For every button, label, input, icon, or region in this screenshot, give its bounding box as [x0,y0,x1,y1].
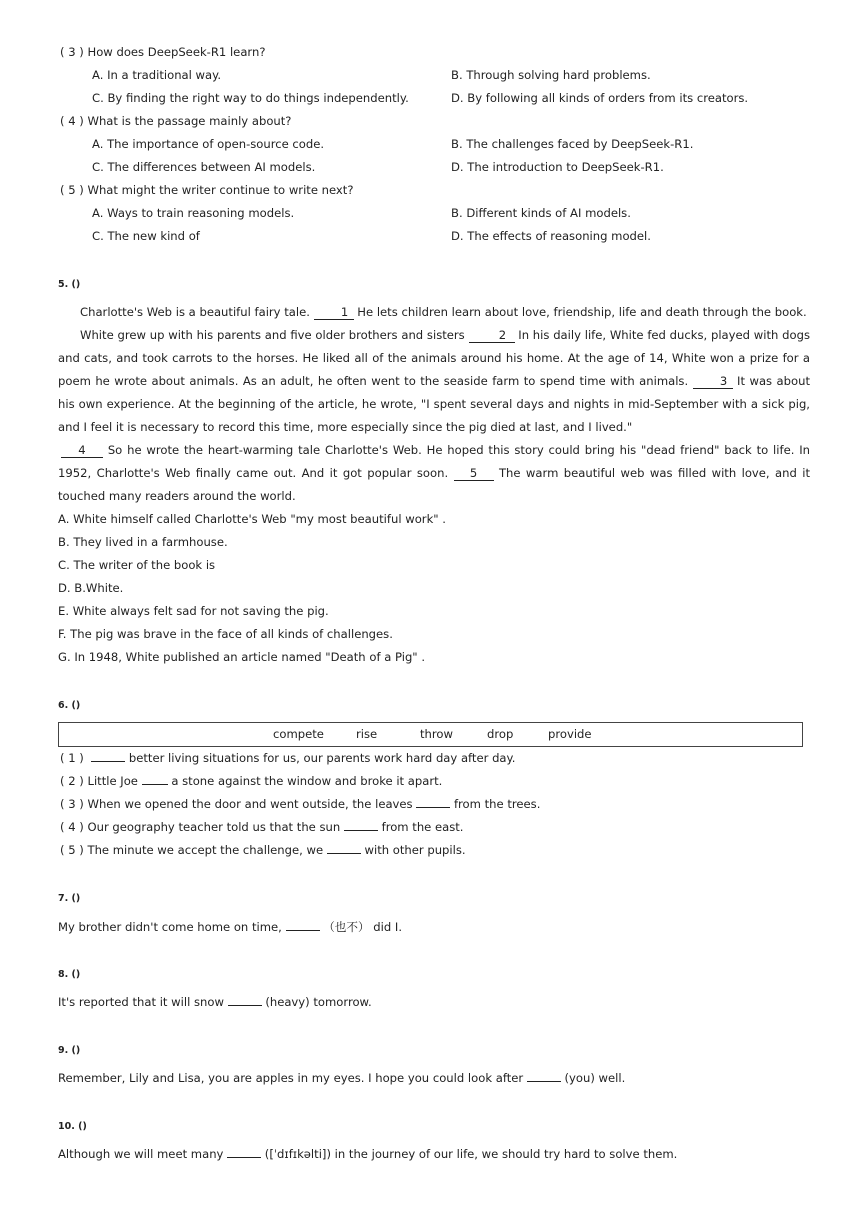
q4-sub4-option-a[interactable]: A. The importance of open-source code. [92,137,325,151]
q4-sub4-option-d[interactable]: D. The introduction to DeepSeek-R1. [451,160,664,174]
q6-blank-4[interactable] [344,830,378,831]
q6-word-box [58,722,803,747]
q6-word-provide: provide [548,727,592,741]
q5-paragraph-3: 4 So he wrote the heart-warming tale Charlotte's Web. He hoped this story could bring his "dead friend" back to life. In 1952, Charlotte's Web finally came out. And it got popular soon. 5 The warm beautiful web was filled with love, and it touched many readers around the world. [58,443,810,503]
q5-option-a[interactable]: A. White himself called Charlotte's Web "my most beautiful work" . [58,512,446,526]
q4-sub5-option-a[interactable]: A. Ways to train reasoning models. [92,206,295,220]
q9-label: 9. () [58,1045,81,1056]
q6-item-2: ( 2 ) Little Joe a stone against the window and broke it apart. [60,774,443,788]
q5-passage [58,301,810,508]
q6-item-5: ( 5 ) The minute we accept the challenge, we with other pupils. [60,843,466,857]
q8-blank[interactable] [228,1005,262,1006]
q6-blank-5[interactable] [327,853,361,854]
q5-paragraph-2: White grew up with his parents and five older brothers and sisters 2 In his daily life, White fed ducks, played with dogs and cats, and took carrots to the horses. He liked all of the animals around his home. At the age of 14, White won a prize for a poem he wrote about animals. As an adult, he often went to the seaside farm to spend time with animals. 3 It was about his own experience. At the beginning of the article, he wrote, "I spent several days and nights in mid-September with a sick pig, and I feel it is necessary to record this time, more especially since the pig died at last, and I lived." [58,328,810,434]
q6-item-1: ( 1 ) better living situations for us, our parents work hard day after day. [60,751,516,765]
q6-word-rise: rise [356,727,378,741]
q4-sub5-option-d[interactable]: D. The effects of reasoning model. [451,229,651,243]
q4-sub5: ( 5 ) What might the writer continue to write next? [60,183,354,197]
q5-blank-4[interactable]: 4 [61,444,103,458]
q6-blank-1[interactable] [91,761,125,762]
q6-item-4: ( 4 ) Our geography teacher told us that the sun from the east. [60,820,464,834]
q4-sub5-stem: What might the writer continue to write next? [87,183,354,197]
q6-word-compete: compete [273,727,324,741]
q5-blank-3[interactable]: 3 [693,375,733,389]
q7-sentence: My brother didn't come home on time, （也不） did I. [58,920,403,934]
q5-blank-5[interactable]: 5 [454,467,494,481]
q7-blank[interactable] [286,930,320,931]
q5-option-e[interactable]: E. White always felt sad for not saving the pig. [58,604,329,618]
q4-sub3-option-b[interactable]: B. Through solving hard problems. [451,68,651,82]
q8-sentence: It's reported that it will snow (heavy) tomorrow. [58,995,372,1009]
q6-blank-2[interactable] [142,784,168,785]
q4-sub4: ( 4 ) What is the passage mainly about? [60,114,292,128]
q6-word-drop: drop [487,727,514,741]
q6-label: 6. () [58,700,81,711]
q4-sub3-option-d[interactable]: D. By following all kinds of orders from its creators. [451,91,749,105]
q7-label: 7. () [58,893,81,904]
q4-sub5-option-b[interactable]: B. Different kinds of AI models. [451,206,631,220]
q5-option-b[interactable]: B. They lived in a farmhouse. [58,535,228,549]
q8-label: 8. () [58,969,81,980]
q4-sub3: ( 3 ) How does DeepSeek-R1 learn? [60,45,266,59]
q5-paragraph-1: Charlotte's Web is a beautiful fairy tale. 1 He lets children learn about love, friendship, life and death through the book. [80,305,807,319]
q10-label: 10. () [58,1121,87,1132]
q4-sub4-option-b[interactable]: B. The challenges faced by DeepSeek-R1. [451,137,694,151]
q5-option-g[interactable]: G. In 1948, White published an article named "Death of a Pig" . [58,650,426,664]
q5-option-c[interactable]: C. The writer of the book is [58,558,216,572]
q4-sub4-stem: What is the passage mainly about? [87,114,292,128]
q10-sentence: Although we will meet many ([ˈdɪfɪkəlti]) in the journey of our life, we should try hard to solve them. [58,1147,678,1161]
q6-item-3: ( 3 ) When we opened the door and went outside, the leaves from the trees. [60,797,541,811]
q4-sub4-option-c[interactable]: C. The differences between AI models. [92,160,316,174]
q6-word-throw: throw [420,727,453,741]
q9-blank[interactable] [527,1081,561,1082]
q5-blank-2[interactable]: 2 [469,329,515,343]
q10-blank[interactable] [227,1157,261,1158]
q5-option-f[interactable]: F. The pig was brave in the face of all kinds of challenges. [58,627,393,641]
q4-sub5-option-c[interactable]: C. The new kind of [92,229,200,243]
q6-blank-3[interactable] [416,807,450,808]
q5-option-d[interactable]: D. B.White. [58,581,124,595]
q9-sentence: Remember, Lily and Lisa, you are apples in my eyes. I hope you could look after (you) well. [58,1071,626,1085]
q4-sub3-option-a[interactable]: A. In a traditional way. [92,68,222,82]
q4-sub3-option-c[interactable]: C. By finding the right way to do things independently. [92,91,409,105]
q5-label: 5. () [58,279,81,290]
q4-sub3-stem: How does DeepSeek-R1 learn? [87,45,266,59]
q5-blank-1[interactable]: 1 [314,306,354,320]
